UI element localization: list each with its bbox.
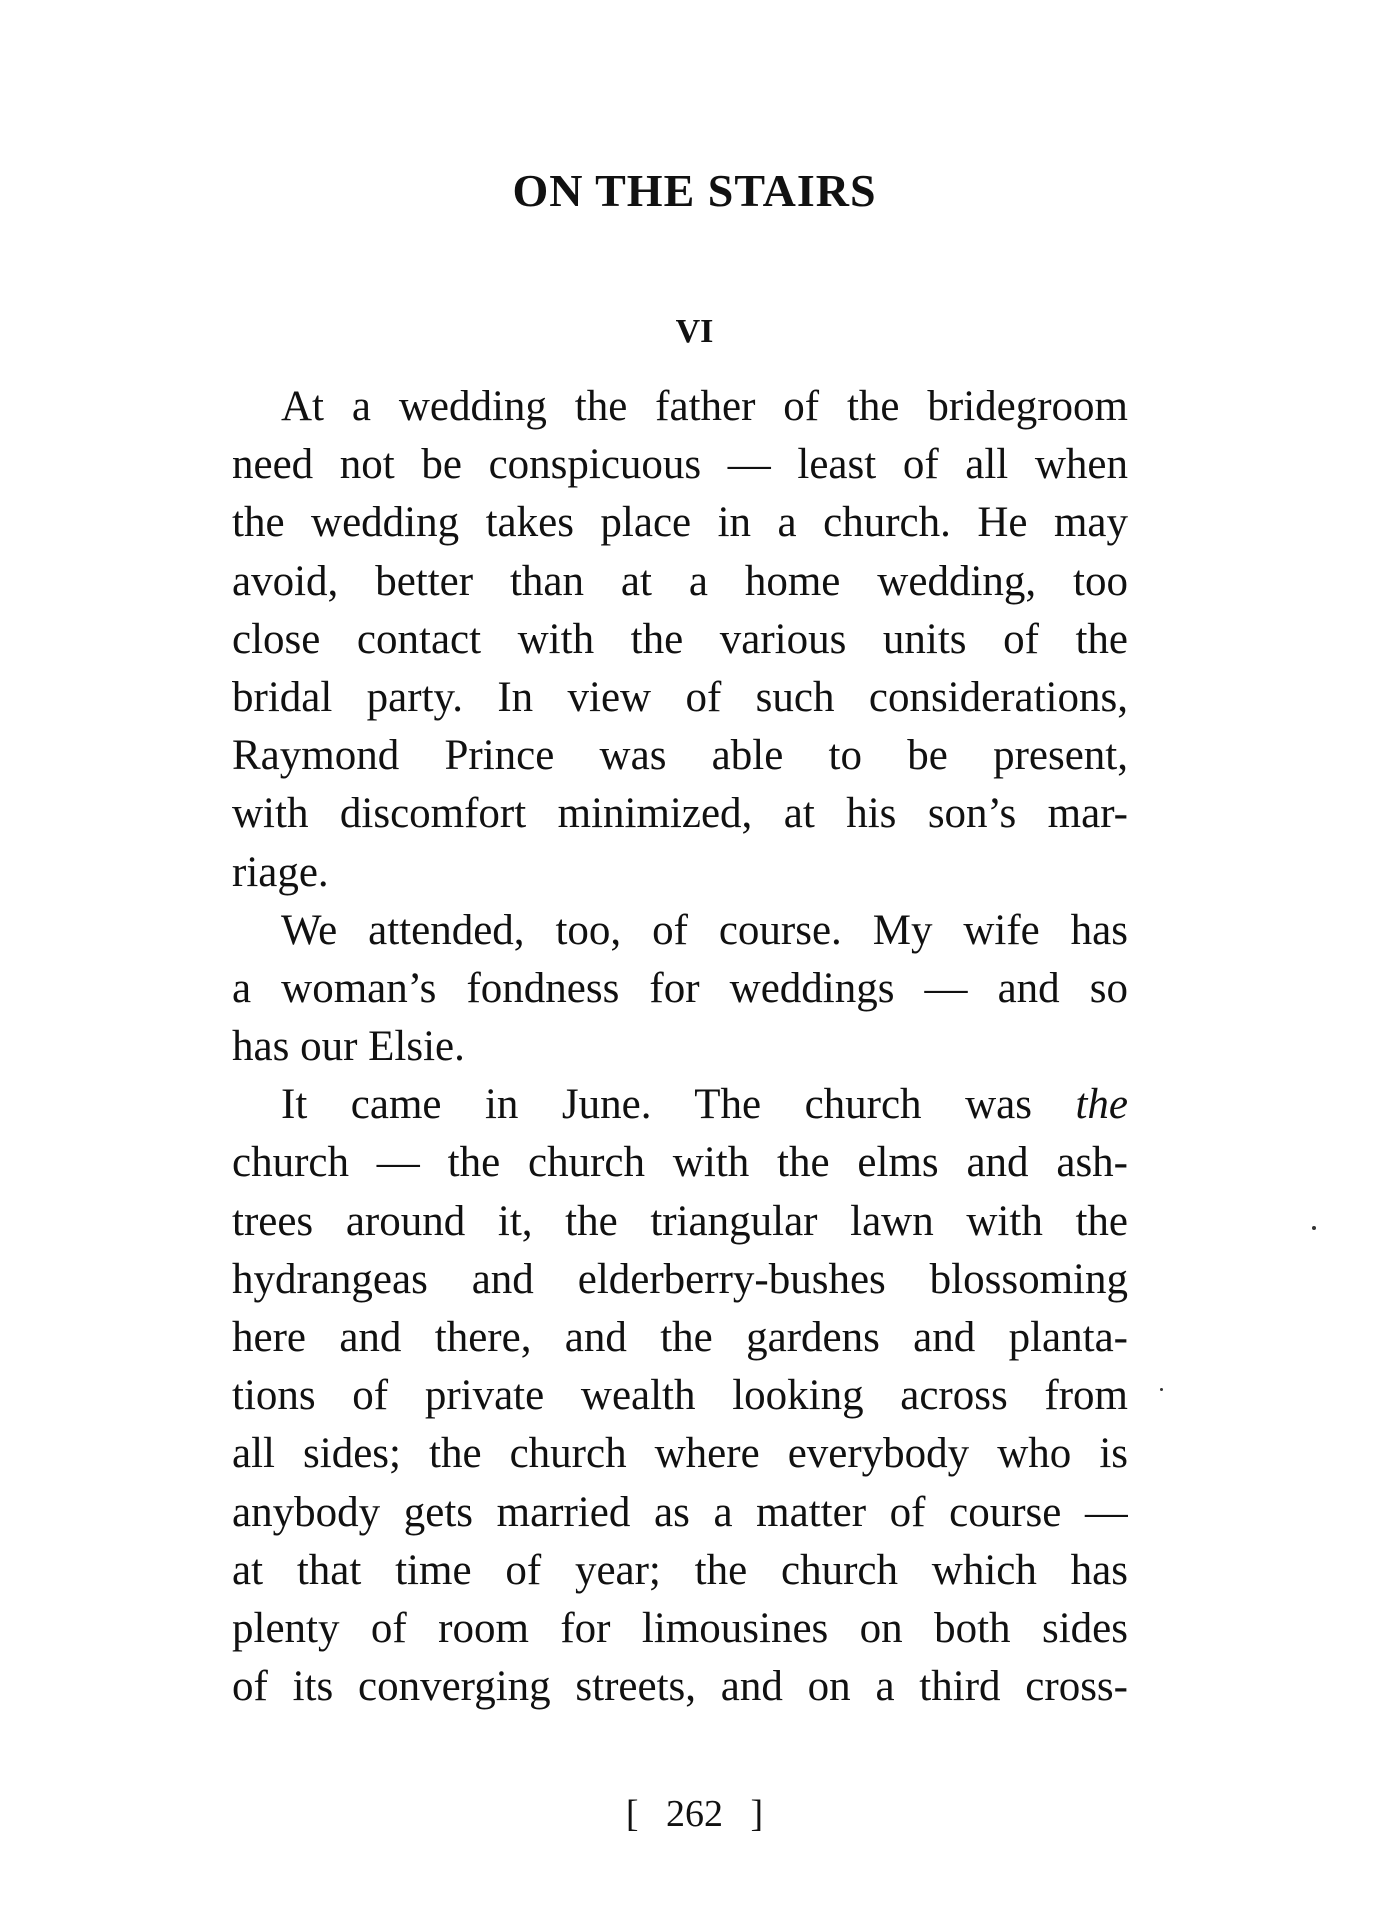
text-line: church — the church with the elms and ash- bbox=[232, 1139, 1128, 1187]
line-text: It came in June. The church was bbox=[281, 1081, 1076, 1129]
text-line: need not be conspicuous — least of all when bbox=[232, 441, 1128, 489]
text-line: the wedding takes place in a church. He may bbox=[232, 499, 1128, 547]
text-line: has our Elsie. bbox=[232, 1023, 465, 1071]
text-line: with discomfort minimized, at his son’s mar- bbox=[232, 790, 1128, 838]
text-line: here and there, and the gardens and planta- bbox=[232, 1314, 1128, 1361]
running-head: ON THE STAIRS bbox=[512, 165, 877, 216]
text-line: bridal party. In view of such considerations, bbox=[232, 673, 1128, 721]
text-line-with-italic bbox=[232, 1076, 1128, 1134]
page-number: [ 262 ] bbox=[625, 1793, 764, 1835]
text-line: plenty of room for limousines on both sides bbox=[232, 1604, 1128, 1652]
text-line: close contact with the various units of the bbox=[232, 615, 1128, 663]
text-line: anybody gets married as a matter of course — bbox=[232, 1488, 1128, 1536]
text-line: at that time of year; the church which has bbox=[232, 1546, 1128, 1594]
text-line: avoid, better than at a home wedding, too bbox=[232, 557, 1128, 605]
body-text bbox=[232, 378, 1128, 1716]
text-line: all sides; the church where everybody who is bbox=[232, 1430, 1128, 1478]
text-line: Raymond Prince was able to be present, bbox=[232, 732, 1128, 780]
chapter-number: VI bbox=[675, 313, 714, 350]
text-line: hydrangeas and elderberry-bushes blossoming bbox=[232, 1255, 1128, 1303]
text-line: riage. bbox=[232, 848, 329, 896]
text-line: of its converging streets, and on a third cross- bbox=[232, 1663, 1128, 1711]
scan-speck bbox=[1312, 1226, 1316, 1230]
italic-word: the bbox=[1075, 1081, 1128, 1129]
text-line: We attended, too, of course. My wife has bbox=[281, 906, 1128, 954]
text-line: a woman’s fondness for weddings — and so bbox=[232, 964, 1128, 1012]
text-line: trees around it, the triangular lawn with the bbox=[232, 1197, 1128, 1245]
text-line: tions of private wealth looking across from bbox=[232, 1372, 1128, 1420]
text-line: At a wedding the father of the bridegroom bbox=[281, 383, 1128, 430]
scan-speck bbox=[1160, 1388, 1163, 1391]
